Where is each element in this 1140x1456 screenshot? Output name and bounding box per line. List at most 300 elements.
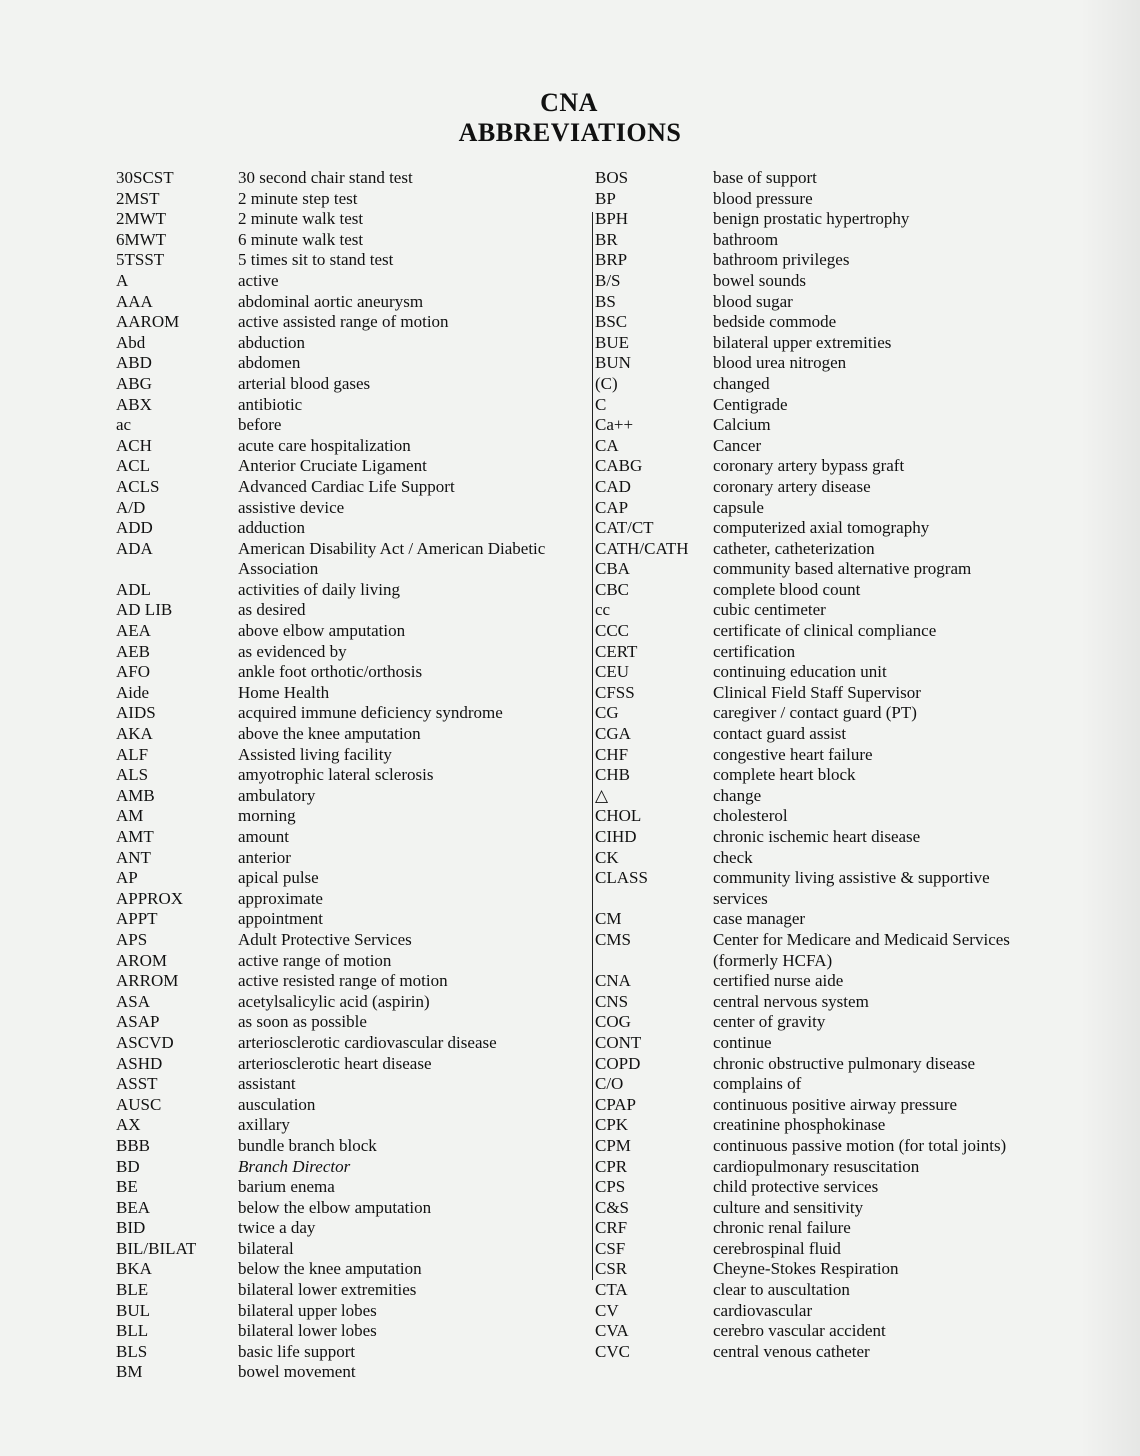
abbreviation-term: BUN <box>595 353 631 373</box>
abbreviation-term: C <box>595 394 607 414</box>
abbreviation-definition: below the elbow amputation <box>238 1197 432 1217</box>
abbreviation-term: BD <box>116 1156 140 1176</box>
abbreviation-entry <box>116 1321 586 1342</box>
abbreviation-term: BRP <box>595 250 628 270</box>
abbreviation-entry <box>595 456 1015 477</box>
abbreviation-entry <box>116 951 586 972</box>
abbreviation-entry <box>116 765 586 786</box>
abbreviation-entry <box>116 745 586 766</box>
abbreviation-term: AD LIB <box>116 600 173 620</box>
abbreviation-entry <box>116 209 586 230</box>
abbreviation-definition: Adult Protective Services <box>238 929 412 949</box>
abbreviation-term: AX <box>116 1115 141 1135</box>
abbreviation-entry <box>595 992 1015 1013</box>
page-title-line1: CNA <box>540 88 598 117</box>
abbreviation-definition: ausculation <box>238 1094 316 1114</box>
abbreviation-definition: arteriosclerotic heart disease <box>238 1053 432 1073</box>
abbreviation-definition: approximate <box>238 888 323 908</box>
abbreviation-term: CPS <box>595 1177 626 1197</box>
abbreviation-definition: bundle branch block <box>238 1135 377 1155</box>
abbreviation-term: ASCVD <box>116 1032 174 1052</box>
abbreviation-definition: continue <box>713 1032 772 1052</box>
abbreviation-entry <box>595 539 1015 560</box>
abbreviation-term: CPK <box>595 1115 629 1135</box>
abbreviation-definition: child protective services <box>713 1177 879 1197</box>
abbreviation-entry <box>116 621 586 642</box>
abbreviation-term: BPH <box>595 209 629 229</box>
abbreviation-term: CCC <box>595 621 630 641</box>
abbreviation-term: CPAP <box>595 1094 636 1114</box>
abbreviation-term: CA <box>595 435 619 455</box>
abbreviation-entry <box>116 1177 586 1198</box>
abbreviation-term: AKA <box>116 724 153 744</box>
abbreviation-term: AROM <box>116 950 168 970</box>
abbreviation-term: BUL <box>116 1300 150 1320</box>
abbreviation-definition: as desired <box>238 600 306 620</box>
abbreviation-definition: change <box>713 785 762 805</box>
abbreviation-entry <box>116 1095 586 1116</box>
abbreviation-definition: 5 times sit to stand test <box>238 250 394 270</box>
abbreviation-entry <box>116 1033 586 1054</box>
abbreviation-entry <box>116 868 586 889</box>
abbreviation-entry <box>116 992 586 1013</box>
abbreviation-entry <box>116 1301 586 1322</box>
abbreviation-entry <box>595 600 1015 621</box>
abbreviation-definition: case manager <box>713 909 806 929</box>
abbreviation-entry <box>116 909 586 930</box>
abbreviation-definition: complete heart block <box>713 765 856 785</box>
abbreviation-definition: chronic ischemic heart disease <box>713 827 921 846</box>
abbreviation-entry <box>116 683 586 704</box>
abbreviation-entry <box>116 724 586 745</box>
abbreviation-term: CERT <box>595 641 638 661</box>
abbreviation-definition: caregiver / contact guard (PT) <box>713 703 917 723</box>
abbreviation-definition: bowel sounds <box>713 270 807 290</box>
abbreviation-definition: Anterior Cruciate Ligament <box>238 456 427 476</box>
abbreviation-definition: certification <box>713 641 796 661</box>
abbreviation-definition: ambulatory <box>238 785 316 805</box>
abbreviation-definition: 2 minute walk test <box>238 209 364 229</box>
abbreviation-entry <box>595 518 1015 539</box>
abbreviation-term: BKA <box>116 1259 152 1279</box>
abbreviation-definition: cardiovascular <box>713 1300 813 1320</box>
abbreviation-definition: active <box>238 270 279 290</box>
abbreviation-term: CATH/CATH <box>595 538 689 558</box>
abbreviation-definition: community based alternative program <box>713 559 972 579</box>
abbreviation-term: COPD <box>595 1053 641 1073</box>
abbreviation-entry <box>116 600 586 621</box>
abbreviation-definition: blood urea nitrogen <box>713 353 847 373</box>
abbreviation-entry <box>116 1239 586 1260</box>
abbreviation-term: ACLS <box>116 476 160 496</box>
abbreviation-entry <box>595 477 1015 498</box>
abbreviation-definition: active range of motion <box>238 950 392 970</box>
abbreviation-entry <box>595 683 1015 704</box>
abbreviation-term: CSF <box>595 1238 626 1258</box>
abbreviation-definition: base of support <box>713 168 817 187</box>
abbreviation-entry <box>116 230 586 251</box>
abbreviation-term: CPR <box>595 1156 628 1176</box>
abbreviation-term: CRF <box>595 1218 628 1238</box>
abbreviation-entry <box>116 848 586 869</box>
abbreviation-entry <box>595 724 1015 745</box>
abbreviation-entry <box>595 168 1015 189</box>
abbreviation-definition: center of gravity <box>713 1012 826 1032</box>
abbreviation-entry <box>595 930 1015 971</box>
abbreviation-definition: axillary <box>238 1115 290 1135</box>
abbreviation-term: BE <box>116 1177 138 1197</box>
abbreviation-definition: blood pressure <box>713 188 813 208</box>
abbreviation-definition: as evidenced by <box>238 641 347 661</box>
page-edge-shadow <box>1080 0 1140 1456</box>
abbreviation-entry <box>116 312 586 333</box>
abbreviation-definition: below the knee amputation <box>238 1259 422 1279</box>
abbreviation-term: CBC <box>595 579 630 599</box>
abbreviation-entry <box>595 374 1015 395</box>
abbreviation-definition: community living assistive & supportive services <box>713 868 990 908</box>
abbreviation-entry <box>116 806 586 827</box>
abbreviation-term: BLE <box>116 1280 149 1300</box>
abbreviation-term: BOS <box>595 168 629 187</box>
abbreviation-term: 6MWT <box>116 229 167 249</box>
abbreviation-term: Aide <box>116 682 150 702</box>
abbreviation-definition: antibiotic <box>238 394 303 414</box>
abbreviation-term: Abd <box>116 332 146 352</box>
abbreviation-entry <box>116 395 586 416</box>
abbreviation-entry <box>116 827 586 848</box>
abbreviation-term: BIL/BILAT <box>116 1238 197 1258</box>
abbreviation-entry <box>595 662 1015 683</box>
abbreviation-term: CAT/CT <box>595 518 654 538</box>
abbreviation-term: CHF <box>595 744 629 764</box>
abbreviation-entry <box>595 559 1015 580</box>
abbreviation-entry <box>116 436 586 457</box>
abbreviation-entry <box>595 1198 1015 1219</box>
abbreviation-term: BLS <box>116 1341 148 1361</box>
abbreviation-term: CSR <box>595 1259 628 1279</box>
abbreviation-entry <box>595 1280 1015 1301</box>
abbreviation-entry <box>595 1012 1015 1033</box>
abbreviation-entry <box>116 374 586 395</box>
abbreviation-definition: basic life support <box>238 1341 356 1361</box>
abbreviation-entry <box>116 889 586 910</box>
abbreviation-definition: chronic renal failure <box>713 1218 851 1238</box>
abbreviation-entry <box>595 621 1015 642</box>
abbreviation-definition: abdomen <box>238 353 301 373</box>
abbreviation-term: CMS <box>595 929 631 949</box>
abbreviation-entry <box>595 271 1015 292</box>
abbreviation-definition: coronary artery bypass graft <box>713 456 905 476</box>
abbreviation-definition: bilateral upper extremities <box>713 332 892 352</box>
abbreviation-entry <box>116 1074 586 1095</box>
abbreviation-entry <box>595 1115 1015 1136</box>
abbreviation-term: CPM <box>595 1135 631 1155</box>
abbreviation-entry <box>116 518 586 539</box>
abbreviation-term: AEA <box>116 621 151 641</box>
abbreviation-entry <box>595 1054 1015 1075</box>
abbreviation-term: CABG <box>595 456 643 476</box>
abbreviation-definition: twice a day <box>238 1218 316 1238</box>
abbreviation-term: BBB <box>116 1135 151 1155</box>
abbreviation-definition: 30 second chair stand test <box>238 168 413 187</box>
abbreviation-term: CK <box>595 847 619 867</box>
abbreviation-definition: active assisted range of motion <box>238 312 449 332</box>
abbreviation-definition: bedside commode <box>713 312 837 332</box>
abbreviation-term: BLL <box>116 1321 149 1341</box>
abbreviation-entry <box>595 1177 1015 1198</box>
abbreviation-entry <box>595 1136 1015 1157</box>
abbreviation-entry <box>116 930 586 951</box>
abbreviation-term: CV <box>595 1300 619 1320</box>
abbreviation-term: AMT <box>116 827 154 846</box>
abbreviation-definition: Assisted living facility <box>238 744 392 764</box>
left-abbreviation-column <box>116 168 586 1383</box>
abbreviation-entry <box>116 333 586 354</box>
abbreviation-entry <box>595 909 1015 930</box>
abbreviation-term: ADD <box>116 518 153 538</box>
abbreviation-definition: capsule <box>713 497 764 517</box>
abbreviation-entry <box>595 436 1015 457</box>
abbreviation-term: BSC <box>595 312 628 332</box>
abbreviation-definition: appointment <box>238 909 323 929</box>
abbreviation-entry <box>116 189 586 210</box>
abbreviation-term: ADA <box>116 538 153 558</box>
abbreviation-term: AMB <box>116 785 155 805</box>
abbreviation-entry <box>595 333 1015 354</box>
abbreviation-definition: Calcium <box>713 415 771 435</box>
abbreviation-definition: bathroom privileges <box>713 250 850 270</box>
abbreviation-definition: acetylsalicylic acid (aspirin) <box>238 991 430 1011</box>
abbreviation-entry <box>595 1157 1015 1178</box>
abbreviation-entry <box>595 1033 1015 1054</box>
abbreviation-entry <box>116 292 586 313</box>
abbreviation-term: ASAP <box>116 1012 160 1032</box>
abbreviation-definition: acute care hospitalization <box>238 435 411 455</box>
abbreviation-term: 5TSST <box>116 250 165 270</box>
abbreviation-definition: bowel movement <box>238 1362 356 1382</box>
abbreviation-entry <box>116 1136 586 1157</box>
abbreviation-entry <box>116 1342 586 1363</box>
abbreviation-definition: changed <box>713 373 770 393</box>
abbreviation-term: ACL <box>116 456 150 476</box>
abbreviation-term: CHOL <box>595 806 642 826</box>
abbreviation-entry <box>116 971 586 992</box>
abbreviation-definition: bilateral lower extremities <box>238 1280 417 1300</box>
abbreviation-term: AEB <box>116 641 150 661</box>
abbreviation-term: Ca++ <box>595 415 634 435</box>
abbreviation-definition: amyotrophic lateral sclerosis <box>238 765 434 785</box>
abbreviation-definition: 2 minute step test <box>238 188 358 208</box>
abbreviation-definition: above the knee amputation <box>238 724 421 744</box>
abbreviation-definition: 6 minute walk test <box>238 229 364 249</box>
abbreviation-term: COG <box>595 1012 631 1032</box>
abbreviation-entry <box>595 806 1015 827</box>
abbreviation-entry <box>595 786 1015 807</box>
abbreviation-definition: barium enema <box>238 1177 335 1197</box>
abbreviation-entry <box>116 415 586 436</box>
abbreviation-definition: before <box>238 415 282 435</box>
abbreviation-term: ACH <box>116 435 152 455</box>
abbreviation-entry <box>595 189 1015 210</box>
abbreviation-definition: benign prostatic hypertrophy <box>713 209 910 229</box>
abbreviation-entry <box>595 1074 1015 1095</box>
abbreviation-term: 2MWT <box>116 209 167 229</box>
abbreviation-definition: assistant <box>238 1074 296 1094</box>
abbreviation-definition: Home Health <box>238 682 330 702</box>
abbreviation-definition: acquired immune deficiency syndrome <box>238 703 503 723</box>
abbreviation-entry <box>595 1095 1015 1116</box>
abbreviation-entry <box>595 1218 1015 1239</box>
abbreviation-term: A/D <box>116 497 146 517</box>
abbreviation-definition: certificate of clinical compliance <box>713 621 937 641</box>
abbreviation-term: AAA <box>116 291 153 311</box>
abbreviation-entry <box>595 580 1015 601</box>
abbreviation-entry <box>595 209 1015 230</box>
abbreviation-definition: adduction <box>238 518 306 538</box>
abbreviation-definition: abduction <box>238 332 306 352</box>
abbreviation-entry <box>595 415 1015 436</box>
abbreviation-term: CEU <box>595 662 629 682</box>
abbreviation-term: CNS <box>595 991 629 1011</box>
abbreviation-definition: central nervous system <box>713 991 869 1011</box>
abbreviation-term: ALS <box>116 765 149 785</box>
abbreviation-definition: continuous positive airway pressure <box>713 1094 958 1114</box>
abbreviation-entry <box>595 1342 1015 1363</box>
abbreviation-term: AUSC <box>116 1094 162 1114</box>
abbreviation-term: CNA <box>595 971 631 991</box>
abbreviation-entry <box>595 395 1015 416</box>
abbreviation-entry <box>116 1012 586 1033</box>
abbreviation-term: △ <box>595 785 609 805</box>
abbreviation-term: BEA <box>116 1197 150 1217</box>
abbreviation-definition: complains of <box>713 1074 802 1094</box>
abbreviation-definition: abdominal aortic aneurysm <box>238 291 424 311</box>
abbreviation-entry <box>595 642 1015 663</box>
abbreviation-term: CVC <box>595 1341 630 1361</box>
abbreviation-term: ABG <box>116 373 152 393</box>
abbreviation-entry <box>116 498 586 519</box>
abbreviation-term: CONT <box>595 1032 642 1052</box>
abbreviation-definition: American Disability Act / American Diabetic Association <box>238 538 546 579</box>
abbreviation-definition: arterial blood gases <box>238 373 371 393</box>
abbreviation-definition: catheter, catheterization <box>713 538 875 558</box>
abbreviation-entry <box>116 1115 586 1136</box>
abbreviation-term: CTA <box>595 1280 628 1300</box>
abbreviation-definition: cholesterol <box>713 806 788 826</box>
abbreviation-definition: arteriosclerotic cardiovascular disease <box>238 1032 497 1052</box>
abbreviation-entry <box>116 642 586 663</box>
abbreviation-definition: assistive device <box>238 497 345 517</box>
abbreviation-definition: creatinine phosphokinase <box>713 1115 886 1135</box>
abbreviation-term: (C) <box>595 373 618 393</box>
abbreviation-term: CFSS <box>595 682 635 702</box>
abbreviation-entry <box>116 1362 586 1383</box>
abbreviation-entry <box>116 580 586 601</box>
abbreviation-term: BP <box>595 188 616 208</box>
abbreviation-definition: Branch Director <box>238 1156 351 1176</box>
abbreviation-definition: cerebro vascular accident <box>713 1321 886 1341</box>
abbreviation-entry <box>116 703 586 724</box>
abbreviation-entry <box>595 827 1015 848</box>
abbreviation-definition: active resisted range of motion <box>238 971 448 991</box>
abbreviation-entry <box>595 971 1015 992</box>
abbreviation-definition: above elbow amputation <box>238 621 406 641</box>
abbreviation-entry <box>116 1157 586 1178</box>
abbreviation-definition: continuous passive motion (for total joints) <box>713 1135 1007 1155</box>
abbreviation-entry <box>595 1239 1015 1260</box>
abbreviation-definition: continuing education unit <box>713 662 887 682</box>
abbreviation-term: BR <box>595 229 618 249</box>
abbreviation-entry <box>595 1321 1015 1342</box>
abbreviation-entry <box>595 868 1015 909</box>
abbreviation-term: CAD <box>595 476 631 496</box>
abbreviation-term: ac <box>116 415 132 435</box>
abbreviation-term: ARROM <box>116 971 179 991</box>
abbreviation-entry <box>116 786 586 807</box>
abbreviation-definition: check <box>713 847 753 867</box>
abbreviation-entry <box>116 477 586 498</box>
abbreviation-entry <box>595 848 1015 869</box>
abbreviation-term: AP <box>116 868 138 888</box>
abbreviation-entry <box>595 1301 1015 1322</box>
abbreviation-term: ABD <box>116 353 152 373</box>
abbreviation-definition: culture and sensitivity <box>713 1197 864 1217</box>
abbreviation-term: CHB <box>595 765 630 785</box>
abbreviation-term: ASST <box>116 1074 158 1094</box>
abbreviation-entry <box>116 662 586 683</box>
abbreviation-entry <box>595 250 1015 271</box>
abbreviation-definition: certified nurse aide <box>713 971 844 991</box>
abbreviation-entry <box>595 1259 1015 1280</box>
abbreviation-term: CM <box>595 909 622 929</box>
abbreviation-definition: complete blood count <box>713 579 861 599</box>
abbreviation-definition: computerized axial tomography <box>713 518 930 538</box>
right-abbreviation-column <box>595 168 1015 1362</box>
abbreviation-definition: Cheyne-Stokes Respiration <box>713 1259 899 1279</box>
abbreviation-definition: Center for Medicare and Medicaid Services (formerly HCFA) <box>713 929 1010 970</box>
abbreviation-entry <box>116 353 586 374</box>
abbreviation-term: CG <box>595 703 619 723</box>
abbreviation-definition: ankle foot orthotic/orthosis <box>238 662 423 682</box>
abbreviation-entry <box>116 271 586 292</box>
abbreviation-definition: Centigrade <box>713 394 788 414</box>
abbreviation-definition: amount <box>238 827 289 846</box>
abbreviation-definition: morning <box>238 806 296 826</box>
abbreviation-term: A <box>116 270 129 290</box>
abbreviation-definition: activities of daily living <box>238 579 400 599</box>
abbreviation-entry <box>595 353 1015 374</box>
abbreviation-term: CAP <box>595 497 629 517</box>
abbreviation-term: ADL <box>116 579 151 599</box>
abbreviation-definition: bathroom <box>713 229 779 249</box>
abbreviation-term: ASA <box>116 991 151 1011</box>
abbreviation-entry <box>595 498 1015 519</box>
abbreviation-definition: bilateral lower lobes <box>238 1321 377 1341</box>
abbreviation-term: CVA <box>595 1321 629 1341</box>
abbreviation-definition: chronic obstructive pulmonary disease <box>713 1053 976 1073</box>
abbreviation-entry <box>116 1054 586 1075</box>
abbreviation-term: BID <box>116 1218 146 1238</box>
abbreviation-definition: Advanced Cardiac Life Support <box>238 476 455 496</box>
abbreviation-term: BM <box>116 1362 143 1382</box>
abbreviation-term: AM <box>116 806 144 826</box>
abbreviation-definition: cubic centimeter <box>713 600 826 620</box>
abbreviation-definition: apical pulse <box>238 868 319 888</box>
abbreviation-term: 30SCST <box>116 168 174 187</box>
abbreviation-entry <box>116 168 586 189</box>
abbreviation-definition: anterior <box>238 847 291 867</box>
abbreviation-term: AFO <box>116 662 151 682</box>
